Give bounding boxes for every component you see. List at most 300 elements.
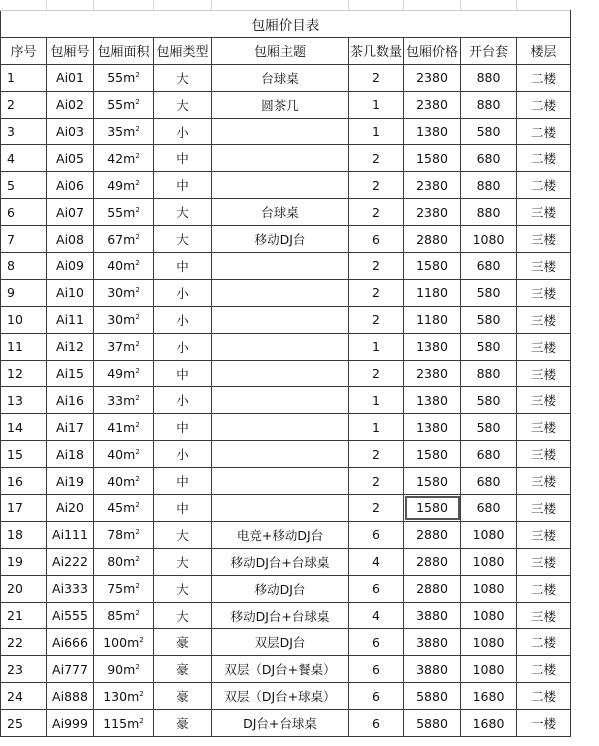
cell-price[interactable]: 3880 xyxy=(404,656,461,683)
cell-type[interactable]: 中 xyxy=(154,495,212,522)
cell-tables[interactable]: 4 xyxy=(349,602,404,629)
cell-open-fee[interactable]: 680 xyxy=(461,495,517,522)
cell-theme[interactable] xyxy=(212,118,349,145)
cell-tables[interactable]: 6 xyxy=(349,575,404,602)
cell-room[interactable]: Ai07 xyxy=(47,199,94,226)
cell-theme[interactable] xyxy=(212,172,349,199)
cell-room[interactable]: Ai09 xyxy=(47,253,94,280)
cell-price[interactable]: 1380 xyxy=(404,118,461,145)
cell-open-fee[interactable]: 880 xyxy=(461,360,517,387)
cell-open-fee[interactable]: 880 xyxy=(461,172,517,199)
cell-theme[interactable]: 圆茶几 xyxy=(212,91,349,118)
cell-index[interactable]: 20 xyxy=(1,575,47,602)
cell-floor[interactable]: 三楼 xyxy=(517,602,571,629)
cell-room[interactable]: Ai888 xyxy=(47,683,94,710)
cell-floor[interactable]: 二楼 xyxy=(517,118,571,145)
cell-type[interactable]: 中 xyxy=(154,145,212,172)
cell-price[interactable]: 3880 xyxy=(404,629,461,656)
cell-floor[interactable]: 二楼 xyxy=(517,91,571,118)
cell-price[interactable]: 1180 xyxy=(404,306,461,333)
cell-price[interactable]: 2880 xyxy=(404,521,461,548)
cell-type[interactable]: 小 xyxy=(154,118,212,145)
cell-floor[interactable]: 三楼 xyxy=(517,495,571,522)
area-unit: m xyxy=(123,124,136,139)
cell-theme[interactable] xyxy=(212,468,349,495)
cell-area[interactable] xyxy=(94,468,154,495)
cell-index[interactable]: 25 xyxy=(1,710,47,737)
cell-tables[interactable]: 2 xyxy=(349,306,404,333)
cell-open-fee[interactable]: 880 xyxy=(461,64,517,91)
table-row xyxy=(1,333,571,360)
cell-area[interactable] xyxy=(94,575,154,602)
cell-tables[interactable]: 6 xyxy=(349,656,404,683)
cell-type[interactable]: 大 xyxy=(154,64,212,91)
area-unit: m xyxy=(123,608,136,624)
cell-floor[interactable]: 三楼 xyxy=(517,360,571,387)
cell-type[interactable]: 中 xyxy=(154,360,212,387)
table-row xyxy=(1,629,571,656)
cell-open-fee[interactable]: 580 xyxy=(461,306,517,333)
area-value: 40 xyxy=(107,473,124,489)
cell-open-fee[interactable]: 580 xyxy=(461,387,517,414)
area-unit-superscript: 2 xyxy=(135,313,140,322)
column-header[interactable]: 包厢号 xyxy=(47,37,94,64)
cell-type[interactable]: 豪 xyxy=(154,656,212,683)
cell-index[interactable]: 14 xyxy=(1,414,47,441)
cell-index[interactable]: 11 xyxy=(1,333,47,360)
cell-theme[interactable] xyxy=(212,495,349,522)
cell-type[interactable]: 大 xyxy=(154,602,212,629)
table-row xyxy=(1,495,571,522)
area-value: 130 xyxy=(103,688,128,704)
cell-open-fee[interactable]: 1080 xyxy=(461,656,517,683)
cell-open-fee[interactable]: 1080 xyxy=(461,548,517,575)
area-unit: m xyxy=(123,392,136,408)
cell-floor[interactable]: 二楼 xyxy=(517,145,571,172)
cell-open-fee[interactable]: 580 xyxy=(461,118,517,145)
cell-tables[interactable]: 2 xyxy=(349,253,404,280)
area-unit-superscript: 2 xyxy=(135,232,140,241)
table-row xyxy=(1,387,571,414)
cell-price[interactable]: 2380 xyxy=(404,199,461,226)
cell-tables[interactable]: 4 xyxy=(349,548,404,575)
cell-open-fee[interactable]: 1680 xyxy=(461,683,517,710)
cell-area[interactable] xyxy=(94,387,154,414)
cell-tables[interactable]: 2 xyxy=(349,495,404,522)
table-row xyxy=(1,360,571,387)
cell-price[interactable]: 2880 xyxy=(404,548,461,575)
cell-type[interactable]: 大 xyxy=(154,575,212,602)
cell-floor[interactable]: 三楼 xyxy=(517,441,571,468)
table-row xyxy=(1,145,571,172)
cell-theme[interactable] xyxy=(212,253,349,280)
table-row xyxy=(1,279,571,306)
cell-theme[interactable]: 移动DJ台+台球桌 xyxy=(212,602,349,629)
cell-open-fee[interactable]: 1080 xyxy=(461,629,517,656)
column-header[interactable]: 开台套 xyxy=(461,37,517,64)
area-unit-superscript: 2 xyxy=(139,689,144,698)
cell-room[interactable]: Ai10 xyxy=(47,279,94,306)
cell-floor[interactable]: 三楼 xyxy=(517,199,571,226)
cell-price[interactable]: 2380 xyxy=(404,64,461,91)
cell-type[interactable]: 大 xyxy=(154,199,212,226)
cell-index[interactable]: 9 xyxy=(1,279,47,306)
cell-type[interactable]: 豪 xyxy=(154,629,212,656)
cell-room[interactable]: Ai16 xyxy=(47,387,94,414)
area-unit: m xyxy=(127,634,140,650)
cell-room[interactable]: Ai17 xyxy=(47,414,94,441)
cell-tables[interactable]: 1 xyxy=(349,118,404,145)
cell-index[interactable]: 16 xyxy=(1,468,47,495)
cell-area[interactable] xyxy=(94,441,154,468)
cell-price[interactable]: 5880 xyxy=(404,683,461,710)
area-unit-superscript: 2 xyxy=(135,71,140,80)
area-unit-superscript: 2 xyxy=(135,555,140,564)
cell-open-fee[interactable]: 680 xyxy=(461,253,517,280)
cell-type[interactable]: 中 xyxy=(154,172,212,199)
cell-open-fee[interactable]: 880 xyxy=(461,91,517,118)
area-unit: m xyxy=(123,97,136,113)
cell-area[interactable] xyxy=(94,683,154,710)
cell-index[interactable]: 21 xyxy=(1,602,47,629)
cell-area[interactable] xyxy=(94,226,154,253)
area-value: 75 xyxy=(107,581,124,597)
cell-theme[interactable] xyxy=(212,145,349,172)
cell-open-fee[interactable]: 580 xyxy=(461,414,517,441)
area-value: 40 xyxy=(107,446,124,462)
area-unit-superscript: 2 xyxy=(135,474,140,483)
column-header[interactable]: 包厢面积 xyxy=(94,37,154,64)
cell-theme[interactable]: 电竞+移动DJ台 xyxy=(212,521,349,548)
cell-room[interactable]: Ai01 xyxy=(47,64,94,91)
cell-type[interactable]: 大 xyxy=(154,548,212,575)
cell-index[interactable]: 7 xyxy=(1,226,47,253)
cell-type[interactable]: 豪 xyxy=(154,710,212,737)
cell-type[interactable]: 小 xyxy=(154,306,212,333)
cell-open-fee[interactable]: 1080 xyxy=(461,602,517,629)
cell-room[interactable]: Ai111 xyxy=(47,521,94,548)
area-unit-superscript: 2 xyxy=(135,501,140,510)
cell-open-fee[interactable]: 680 xyxy=(461,441,517,468)
cell-area[interactable] xyxy=(94,656,154,683)
cell-floor[interactable]: 三楼 xyxy=(517,414,571,441)
cell-price[interactable]: 5880 xyxy=(404,710,461,737)
header-row xyxy=(1,37,571,64)
cell-theme[interactable] xyxy=(212,279,349,306)
cell-room[interactable]: Ai666 xyxy=(47,629,94,656)
cell-theme[interactable]: 移动DJ台 xyxy=(212,226,349,253)
cell-open-fee[interactable]: 1080 xyxy=(461,521,517,548)
cell-tables[interactable]: 2 xyxy=(349,64,404,91)
area-value: 100 xyxy=(103,634,128,650)
cell-room[interactable]: Ai12 xyxy=(47,333,94,360)
cell-floor[interactable]: 三楼 xyxy=(517,226,571,253)
column-header[interactable]: 包厢价格 xyxy=(404,37,461,64)
cell-floor[interactable]: 三楼 xyxy=(517,468,571,495)
cell-tables[interactable]: 6 xyxy=(349,710,404,737)
cell-type[interactable]: 小 xyxy=(154,279,212,306)
cell-area[interactable] xyxy=(94,710,154,737)
cell-room[interactable]: Ai05 xyxy=(47,145,94,172)
area-unit-superscript: 2 xyxy=(135,393,140,402)
cell-floor[interactable]: 三楼 xyxy=(517,253,571,280)
cell-open-fee[interactable]: 580 xyxy=(461,333,517,360)
cell-index[interactable]: 24 xyxy=(1,683,47,710)
cell-room[interactable]: Ai777 xyxy=(47,656,94,683)
cell-area[interactable] xyxy=(94,602,154,629)
cell-type[interactable]: 大 xyxy=(154,226,212,253)
area-value: 33 xyxy=(107,392,124,408)
cell-floor[interactable]: 三楼 xyxy=(517,279,571,306)
area-unit: m xyxy=(123,312,136,328)
cell-index[interactable]: 13 xyxy=(1,387,47,414)
cell-theme[interactable] xyxy=(212,333,349,360)
cell-type[interactable]: 中 xyxy=(154,253,212,280)
cell-tables[interactable]: 6 xyxy=(349,226,404,253)
area-unit: m xyxy=(123,500,136,516)
cell-tables[interactable]: 1 xyxy=(349,387,404,414)
area-unit: m xyxy=(127,688,140,704)
cell-area[interactable] xyxy=(94,91,154,118)
cell-area[interactable] xyxy=(94,279,154,306)
cell-area[interactable] xyxy=(94,629,154,656)
cell-price[interactable]: 1380 xyxy=(404,333,461,360)
cell-tables[interactable]: 2 xyxy=(349,172,404,199)
cell-type[interactable]: 豪 xyxy=(154,683,212,710)
area-value: 80 xyxy=(107,554,124,570)
cell-theme[interactable] xyxy=(212,414,349,441)
cell-index[interactable]: 10 xyxy=(1,306,47,333)
column-header[interactable]: 茶几数量 xyxy=(349,37,404,64)
area-value: 90 xyxy=(107,661,124,677)
cell-index[interactable]: 1 xyxy=(1,64,47,91)
cell-area[interactable] xyxy=(94,145,154,172)
cell-tables[interactable]: 1 xyxy=(349,414,404,441)
cell-type[interactable]: 小 xyxy=(154,333,212,360)
cell-room[interactable]: Ai08 xyxy=(47,226,94,253)
area-unit: m xyxy=(123,285,136,301)
cell-theme[interactable]: 移动DJ台 xyxy=(212,575,349,602)
cell-theme[interactable]: 台球桌 xyxy=(212,199,349,226)
cell-open-fee[interactable]: 1680 xyxy=(461,710,517,737)
cell-room[interactable]: Ai999 xyxy=(47,710,94,737)
cell-floor[interactable]: 二楼 xyxy=(517,683,571,710)
area-unit: m xyxy=(123,581,136,597)
cell-room[interactable]: Ai20 xyxy=(47,495,94,522)
cell-floor[interactable]: 二楼 xyxy=(517,656,571,683)
cell-theme[interactable]: 双层DJ台 xyxy=(212,629,349,656)
cell-open-fee[interactable]: 680 xyxy=(461,145,517,172)
cell-index[interactable]: 18 xyxy=(1,521,47,548)
cell-price[interactable]: 1580 xyxy=(404,468,461,495)
area-unit-superscript: 2 xyxy=(139,635,144,644)
cell-theme[interactable]: 台球桌 xyxy=(212,64,349,91)
cell-open-fee[interactable]: 1080 xyxy=(461,226,517,253)
area-value: 78 xyxy=(107,527,124,543)
cell-floor[interactable]: 二楼 xyxy=(517,172,571,199)
table-title[interactable]: 包厢价目表 xyxy=(1,11,571,38)
cell-tables[interactable]: 2 xyxy=(349,360,404,387)
cell-area[interactable] xyxy=(94,253,154,280)
area-unit: m xyxy=(123,527,136,543)
area-unit-superscript: 2 xyxy=(135,581,140,590)
cell-tables[interactable]: 2 xyxy=(349,145,404,172)
cell-type[interactable]: 中 xyxy=(154,414,212,441)
cell-price[interactable]: 2380 xyxy=(404,360,461,387)
area-unit-superscript: 2 xyxy=(135,178,140,187)
cell-area[interactable] xyxy=(94,495,154,522)
table-row xyxy=(1,710,571,737)
table-row xyxy=(1,253,571,280)
area-unit: m xyxy=(123,339,136,355)
cell-index[interactable]: 19 xyxy=(1,548,47,575)
cell-tables[interactable]: 1 xyxy=(349,91,404,118)
cell-floor[interactable]: 三楼 xyxy=(517,521,571,548)
cell-price[interactable]: 1180 xyxy=(404,279,461,306)
cell-type[interactable]: 中 xyxy=(154,468,212,495)
cell-index[interactable]: 22 xyxy=(1,629,47,656)
area-unit: m xyxy=(123,366,136,382)
cell-type[interactable]: 大 xyxy=(154,521,212,548)
table-row xyxy=(1,226,571,253)
cell-index[interactable]: 6 xyxy=(1,199,47,226)
cell-floor[interactable]: 三楼 xyxy=(517,387,571,414)
cell-price[interactable]: 1580 xyxy=(404,441,461,468)
cell-theme[interactable] xyxy=(212,441,349,468)
cell-tables[interactable]: 6 xyxy=(349,683,404,710)
cell-theme[interactable] xyxy=(212,360,349,387)
cell-price[interactable]: 1580 xyxy=(404,253,461,280)
cell-floor[interactable]: 二楼 xyxy=(517,575,571,602)
cell-price[interactable]: 1580 xyxy=(404,495,461,522)
cell-open-fee[interactable]: 1080 xyxy=(461,575,517,602)
area-unit: m xyxy=(123,204,136,220)
column-header[interactable]: 序号 xyxy=(1,37,47,64)
cell-room[interactable]: Ai18 xyxy=(47,441,94,468)
cell-tables[interactable]: 6 xyxy=(349,521,404,548)
cell-room[interactable]: Ai222 xyxy=(47,548,94,575)
cell-index[interactable]: 3 xyxy=(1,118,47,145)
cell-room[interactable]: Ai06 xyxy=(47,172,94,199)
cell-floor[interactable]: 三楼 xyxy=(517,306,571,333)
area-unit-superscript: 2 xyxy=(135,259,140,268)
cell-room[interactable]: Ai03 xyxy=(47,118,94,145)
area-value: 30 xyxy=(107,312,124,328)
cell-area[interactable] xyxy=(94,414,154,441)
area-value: 30 xyxy=(107,285,124,301)
cell-area[interactable] xyxy=(94,521,154,548)
cell-type[interactable]: 小 xyxy=(154,441,212,468)
cell-area[interactable] xyxy=(94,199,154,226)
cell-price[interactable]: 2380 xyxy=(404,91,461,118)
cell-tables[interactable]: 2 xyxy=(349,441,404,468)
cell-type[interactable]: 小 xyxy=(154,387,212,414)
cell-theme[interactable]: DJ台+台球桌 xyxy=(212,710,349,737)
column-header[interactable]: 包厢主题 xyxy=(212,37,349,64)
cell-theme[interactable] xyxy=(212,387,349,414)
cell-price[interactable]: 1380 xyxy=(404,414,461,441)
cell-area[interactable] xyxy=(94,548,154,575)
area-value: 45 xyxy=(107,500,124,516)
area-value: 41 xyxy=(107,419,124,435)
cell-index[interactable]: 15 xyxy=(1,441,47,468)
cell-room[interactable]: Ai02 xyxy=(47,91,94,118)
cell-area[interactable] xyxy=(94,172,154,199)
table-row xyxy=(1,441,571,468)
cell-theme[interactable]: 移动DJ台+台球桌 xyxy=(212,548,349,575)
area-value: 55 xyxy=(107,97,124,113)
cell-theme[interactable] xyxy=(212,306,349,333)
table-row xyxy=(1,548,571,575)
table-row xyxy=(1,656,571,683)
cell-index[interactable]: 5 xyxy=(1,172,47,199)
cell-index[interactable]: 8 xyxy=(1,253,47,280)
area-value: 49 xyxy=(107,366,124,382)
table-row xyxy=(1,199,571,226)
area-value: 35 xyxy=(107,124,124,139)
area-unit-superscript: 2 xyxy=(135,528,140,537)
cell-tables[interactable]: 2 xyxy=(349,199,404,226)
cell-price[interactable]: 2380 xyxy=(404,172,461,199)
cell-area[interactable] xyxy=(94,118,154,145)
cell-floor[interactable]: 一楼 xyxy=(517,710,571,737)
cell-open-fee[interactable]: 680 xyxy=(461,468,517,495)
cell-theme[interactable]: 双层（DJ台+球桌） xyxy=(212,683,349,710)
column-header[interactable]: 楼层 xyxy=(517,37,571,64)
cell-price[interactable]: 1580 xyxy=(404,145,461,172)
cell-index[interactable]: 12 xyxy=(1,360,47,387)
cell-area[interactable] xyxy=(94,360,154,387)
cell-area[interactable] xyxy=(94,306,154,333)
cell-open-fee[interactable]: 880 xyxy=(461,199,517,226)
area-unit-superscript: 2 xyxy=(135,420,140,429)
cell-index[interactable]: 2 xyxy=(1,91,47,118)
cell-type[interactable]: 大 xyxy=(154,91,212,118)
cell-price[interactable]: 2880 xyxy=(404,575,461,602)
cell-tables[interactable]: 1 xyxy=(349,333,404,360)
cell-room[interactable]: Ai555 xyxy=(47,602,94,629)
cell-tables[interactable]: 2 xyxy=(349,468,404,495)
area-value: 49 xyxy=(107,177,124,193)
cell-price[interactable]: 1380 xyxy=(404,387,461,414)
cell-floor[interactable]: 二楼 xyxy=(517,629,571,656)
cell-index[interactable]: 17 xyxy=(1,495,47,522)
table-row xyxy=(1,306,571,333)
cell-index[interactable]: 4 xyxy=(1,145,47,172)
cell-room[interactable]: Ai19 xyxy=(47,468,94,495)
cell-floor[interactable]: 三楼 xyxy=(517,333,571,360)
cell-open-fee[interactable]: 580 xyxy=(461,279,517,306)
cell-floor[interactable]: 三楼 xyxy=(517,548,571,575)
area-unit-superscript: 2 xyxy=(135,205,140,214)
area-value: 37 xyxy=(107,339,124,355)
area-unit-superscript: 2 xyxy=(135,339,140,348)
cell-tables[interactable]: 6 xyxy=(349,629,404,656)
cell-room[interactable]: Ai15 xyxy=(47,360,94,387)
cell-room[interactable]: Ai11 xyxy=(47,306,94,333)
cell-price[interactable]: 2880 xyxy=(404,226,461,253)
cell-theme[interactable]: 双层（DJ台+餐桌） xyxy=(212,656,349,683)
cell-floor[interactable]: 二楼 xyxy=(517,64,571,91)
cell-tables[interactable]: 2 xyxy=(349,279,404,306)
cell-area[interactable] xyxy=(94,64,154,91)
cell-index[interactable]: 23 xyxy=(1,656,47,683)
area-unit-superscript: 2 xyxy=(135,447,140,456)
cell-room[interactable]: Ai333 xyxy=(47,575,94,602)
column-header[interactable]: 包厢类型 xyxy=(154,37,212,64)
cell-area[interactable] xyxy=(94,333,154,360)
cell-price[interactable]: 3880 xyxy=(404,602,461,629)
